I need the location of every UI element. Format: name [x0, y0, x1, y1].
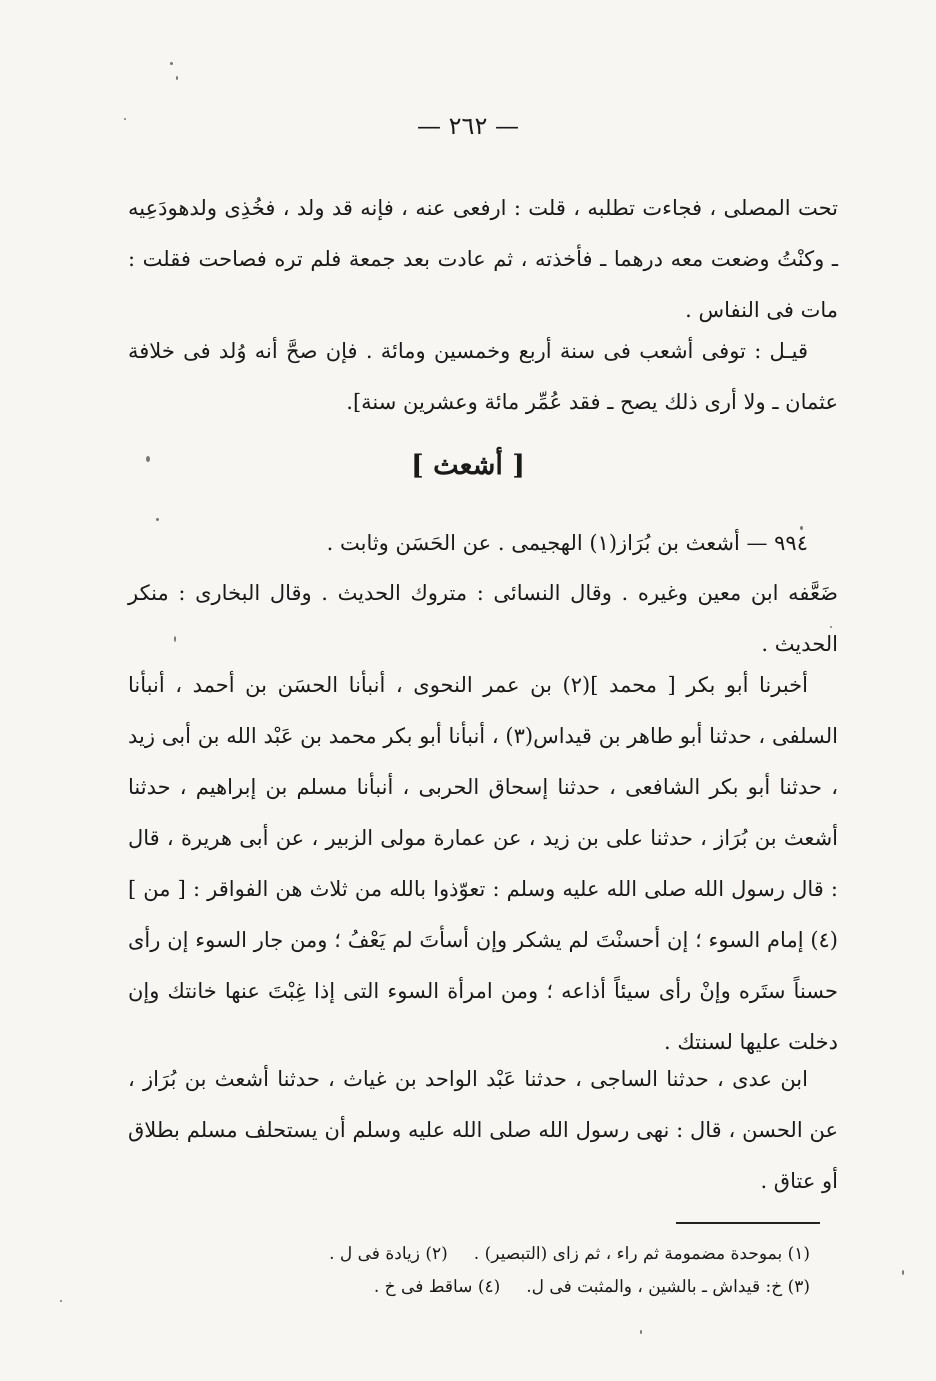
- scan-speck: [902, 1270, 904, 1275]
- continuation-paragraph: [128, 183, 838, 336]
- footnote-3: (٣) خ: قيداش ـ بالشين ، والمثبت فى ل.: [526, 1277, 810, 1297]
- scan-speck: [640, 1330, 642, 1334]
- entry-assessment: [128, 568, 838, 670]
- footnote-line-1: [240, 1238, 810, 1271]
- footnote-2: (٢) زيادة فى ل .: [329, 1244, 448, 1264]
- page-number: — ٢٦٢ —: [417, 112, 519, 140]
- entry-assessment-text: ضَعَّفه ابن معين وغيره . وقال النسائى : متروك الحديث . وقال البخارى : منكر الحديث .: [128, 581, 838, 656]
- entry-heading-text: ٩٩٤ — أشعث بن بُرَاز(١) الهجيمى . عن الحَسَن وثابت .: [326, 531, 808, 555]
- note-text: قيـل : توفى أشعب فى سنة أربع وخمسين ومائة . فإن صحَّ أنه وُلد فى خلافة عثمان ـ ولا أرى ذلك يصح ـ فقد عُمِّر مائة وعشرين سنة].: [128, 339, 838, 414]
- scan-speck: [124, 118, 126, 120]
- scan-speck: [176, 76, 178, 80]
- scan-speck: [800, 526, 803, 530]
- footnote-1: (١) بموحدة مضمومة ثم راء ، ثم زاى (التبصير) .: [473, 1244, 810, 1264]
- section-heading: [ أشعث ]: [410, 450, 525, 481]
- final-text: ابن عدى ، حدثنا الساجى ، حدثنا عَبْد الواحد بن غياث ، حدثنا أشعث بن بُرَاز ، عن الحسن ، قال : نهى رسول الله صلى الله عليه وسلم أن يستحلف مسلم بطلاق أو عتاق .: [128, 1067, 838, 1193]
- footnote-4: (٤) ساقط فى خ .: [373, 1277, 501, 1297]
- hadith-paragraph: [128, 660, 838, 1068]
- scan-speck: [146, 456, 150, 462]
- final-paragraph: [128, 1054, 838, 1207]
- entry-heading: [128, 518, 838, 569]
- note-paragraph: [128, 326, 838, 428]
- footnotes: [240, 1238, 810, 1304]
- scan-speck: [60, 1300, 62, 1302]
- footnote-divider: [676, 1222, 820, 1224]
- scan-speck: [170, 62, 173, 65]
- footnote-line-2: [240, 1271, 810, 1304]
- scan-speck: [830, 626, 832, 628]
- continuation-text: تحت المصلى ، فجاءت تطلبه ، قلت : ارفعى عنه ، فإنه قد ولد ، فخُذِى ولدهودَعِيه ـ وكنْتُ وضعت معه درهما ـ فأخذته ، ثم عادت بعد جمعة فلم تره فصاحت فقلت : مات فى النفاس .: [128, 196, 838, 322]
- scan-speck: [156, 518, 159, 521]
- scan-speck: [174, 636, 176, 642]
- hadith-text: أخبرنا أبو بكر [ محمد ](٢) بن عمر النحوى ، أنبأنا الحسَن بن أحمد ، أنبأنا السلفى ، حدثنا أبو طاهر بن قيداس(٣) ، أنبأنا أبو بكر محمد بن عَبْد الله بن أبى زيد ، حدثنا أبو بكر الشافعى ، حدثنا إسحاق الحربى ، أنبأنا مسلم بن إبراهيم ، حدثنا أشعث بن بُرَاز ، حدثنا على بن زيد ، عن عمارة مولى الزبير ، عن أبى هريرة ، قال : قال رسول الله صلى الله عليه وسلم : تعوّذوا بالله من ثلاث هن الفواقر : [ من ](٤) إمام السوء ؛ إن أحسنْتَ لم يشكر وإن أسأتَ لم يَعْفُ ؛ ومن جار السوء إن رأى حسناً ستَره وإنْ رأى سيئاً أذاعه ؛ ومن امرأة السوء التى إذا غِبْتَ عنها خانتك وإن دخلت عليها لسنتك .: [128, 673, 838, 1054]
